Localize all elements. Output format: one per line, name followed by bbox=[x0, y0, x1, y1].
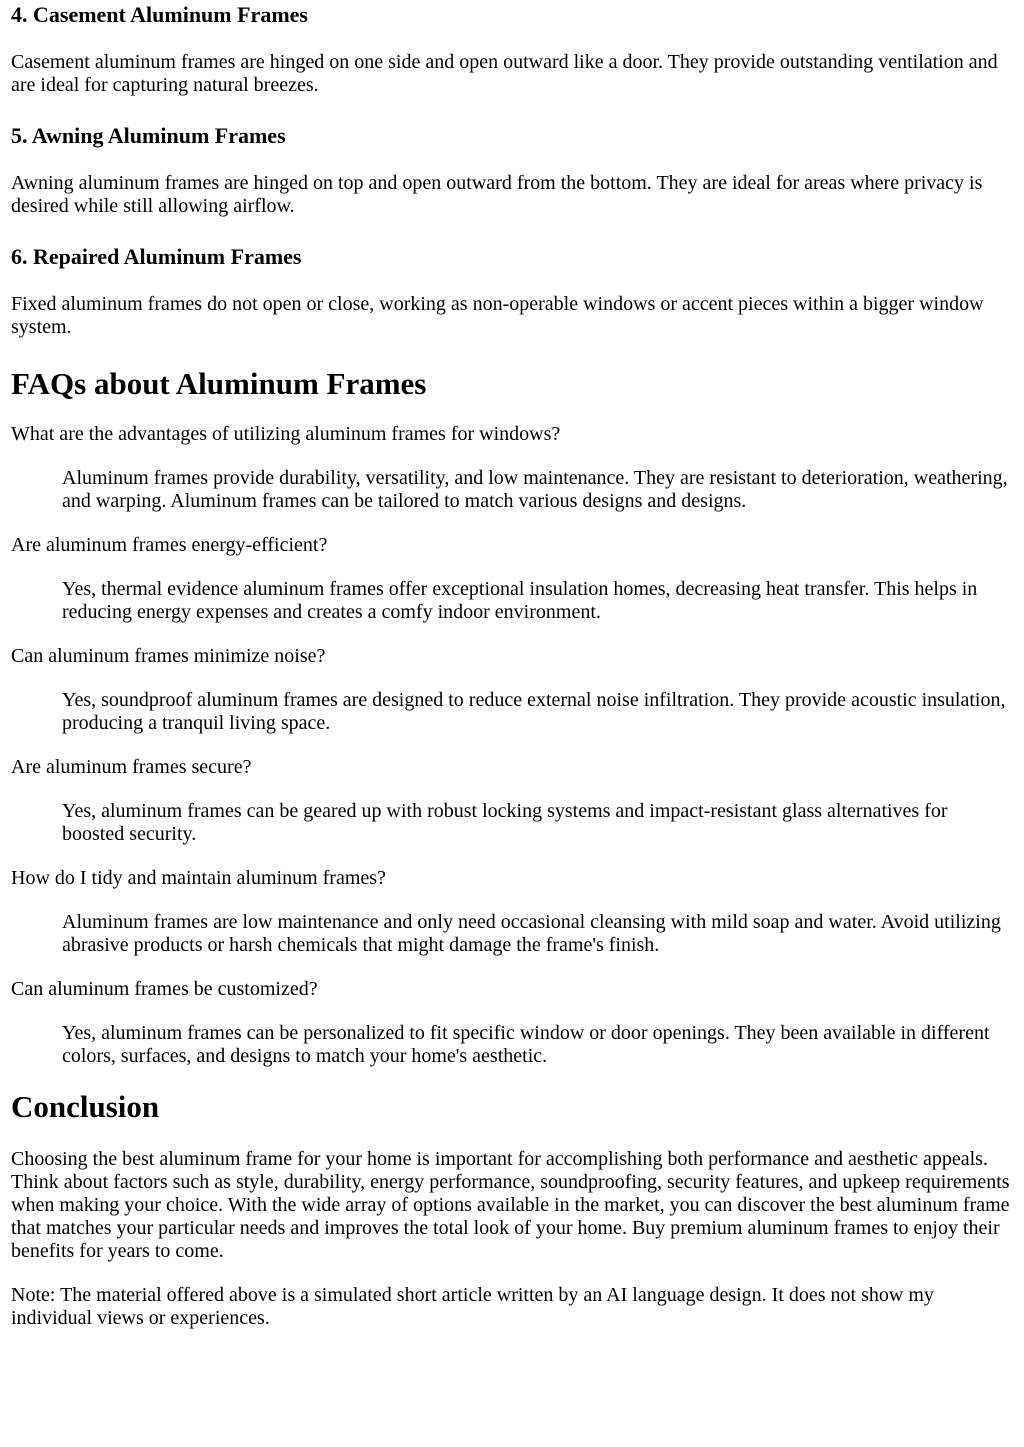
section-body: Awning aluminum frames are hinged on top and open outward from the bottom. They are ideal for areas where privacy is desired while still allowing airflow. bbox=[11, 172, 983, 217]
faq-question: What are the advantages of utilizing aluminum frames for windows? bbox=[11, 423, 561, 445]
faq-question: Can aluminum frames be customized? bbox=[11, 978, 318, 1000]
article bbox=[0, 1, 1024, 1330]
section-body: Casement aluminum frames are hinged on one side and open outward like a door. They provide outstanding ventilation and are ideal for capturing natural breezes. bbox=[11, 51, 998, 96]
conclusion-heading: Conclusion bbox=[11, 1089, 160, 1124]
faq-answer: Aluminum frames are low maintenance and only need occasional cleansing with mild soap and water. Avoid utilizing abrasive products or harsh chemicals that might damage the frame's finish. bbox=[62, 911, 1001, 956]
conclusion-paragraph: Choosing the best aluminum frame for your home is important for accomplishing both performance and aesthetic appeals. Think about factors such as style, durability, energy performance, soundproofing, security features, and upkeep requirements when making your choice. With the wide array of options available in the market, you can discover the best aluminum frame that matches your particular needs and improves the total look of your home. Buy premium aluminum frames to enjoy their benefits for years to come. bbox=[11, 1148, 1010, 1262]
section-body: Fixed aluminum frames do not open or close, working as non-operable windows or accent pieces within a bigger window system. bbox=[11, 293, 984, 338]
section-heading: 5. Awning Aluminum Frames bbox=[11, 123, 286, 148]
faq-question: Can aluminum frames minimize noise? bbox=[11, 645, 326, 667]
faq-question: Are aluminum frames secure? bbox=[11, 756, 252, 778]
faq-question: How do I tidy and maintain aluminum frames? bbox=[11, 867, 386, 889]
faq-answer: Yes, aluminum frames can be geared up with robust locking systems and impact-resistant glass alternatives for boosted security. bbox=[62, 800, 948, 845]
faq-answer: Aluminum frames provide durability, versatility, and low maintenance. They are resistant to deterioration, weathering, and warping. Aluminum frames can be tailored to match various designs and designs. bbox=[62, 467, 1008, 512]
section-heading: 6. Repaired Aluminum Frames bbox=[11, 244, 302, 269]
faq-answer: Yes, thermal evidence aluminum frames offer exceptional insulation homes, decreasing heat transfer. This helps in reducing energy expenses and creates a comfy indoor environment. bbox=[62, 578, 978, 623]
section-heading: 4. Casement Aluminum Frames bbox=[11, 2, 308, 27]
faq-list bbox=[11, 423, 1014, 1068]
faq-heading: FAQs about Aluminum Frames bbox=[11, 366, 427, 401]
faq-question: Are aluminum frames energy-efficient? bbox=[11, 534, 328, 556]
disclaimer-note: Note: The material offered above is a simulated short article written by an AI language design. It does not show my individual views or experiences. bbox=[11, 1284, 934, 1329]
faq-answer: Yes, aluminum frames can be personalized to fit specific window or door openings. They been available in different colors, surfaces, and designs to match your home's aesthetic. bbox=[62, 1022, 990, 1067]
faq-answer: Yes, soundproof aluminum frames are designed to reduce external noise infiltration. They provide acoustic insulation, producing a tranquil living space. bbox=[62, 689, 1006, 734]
